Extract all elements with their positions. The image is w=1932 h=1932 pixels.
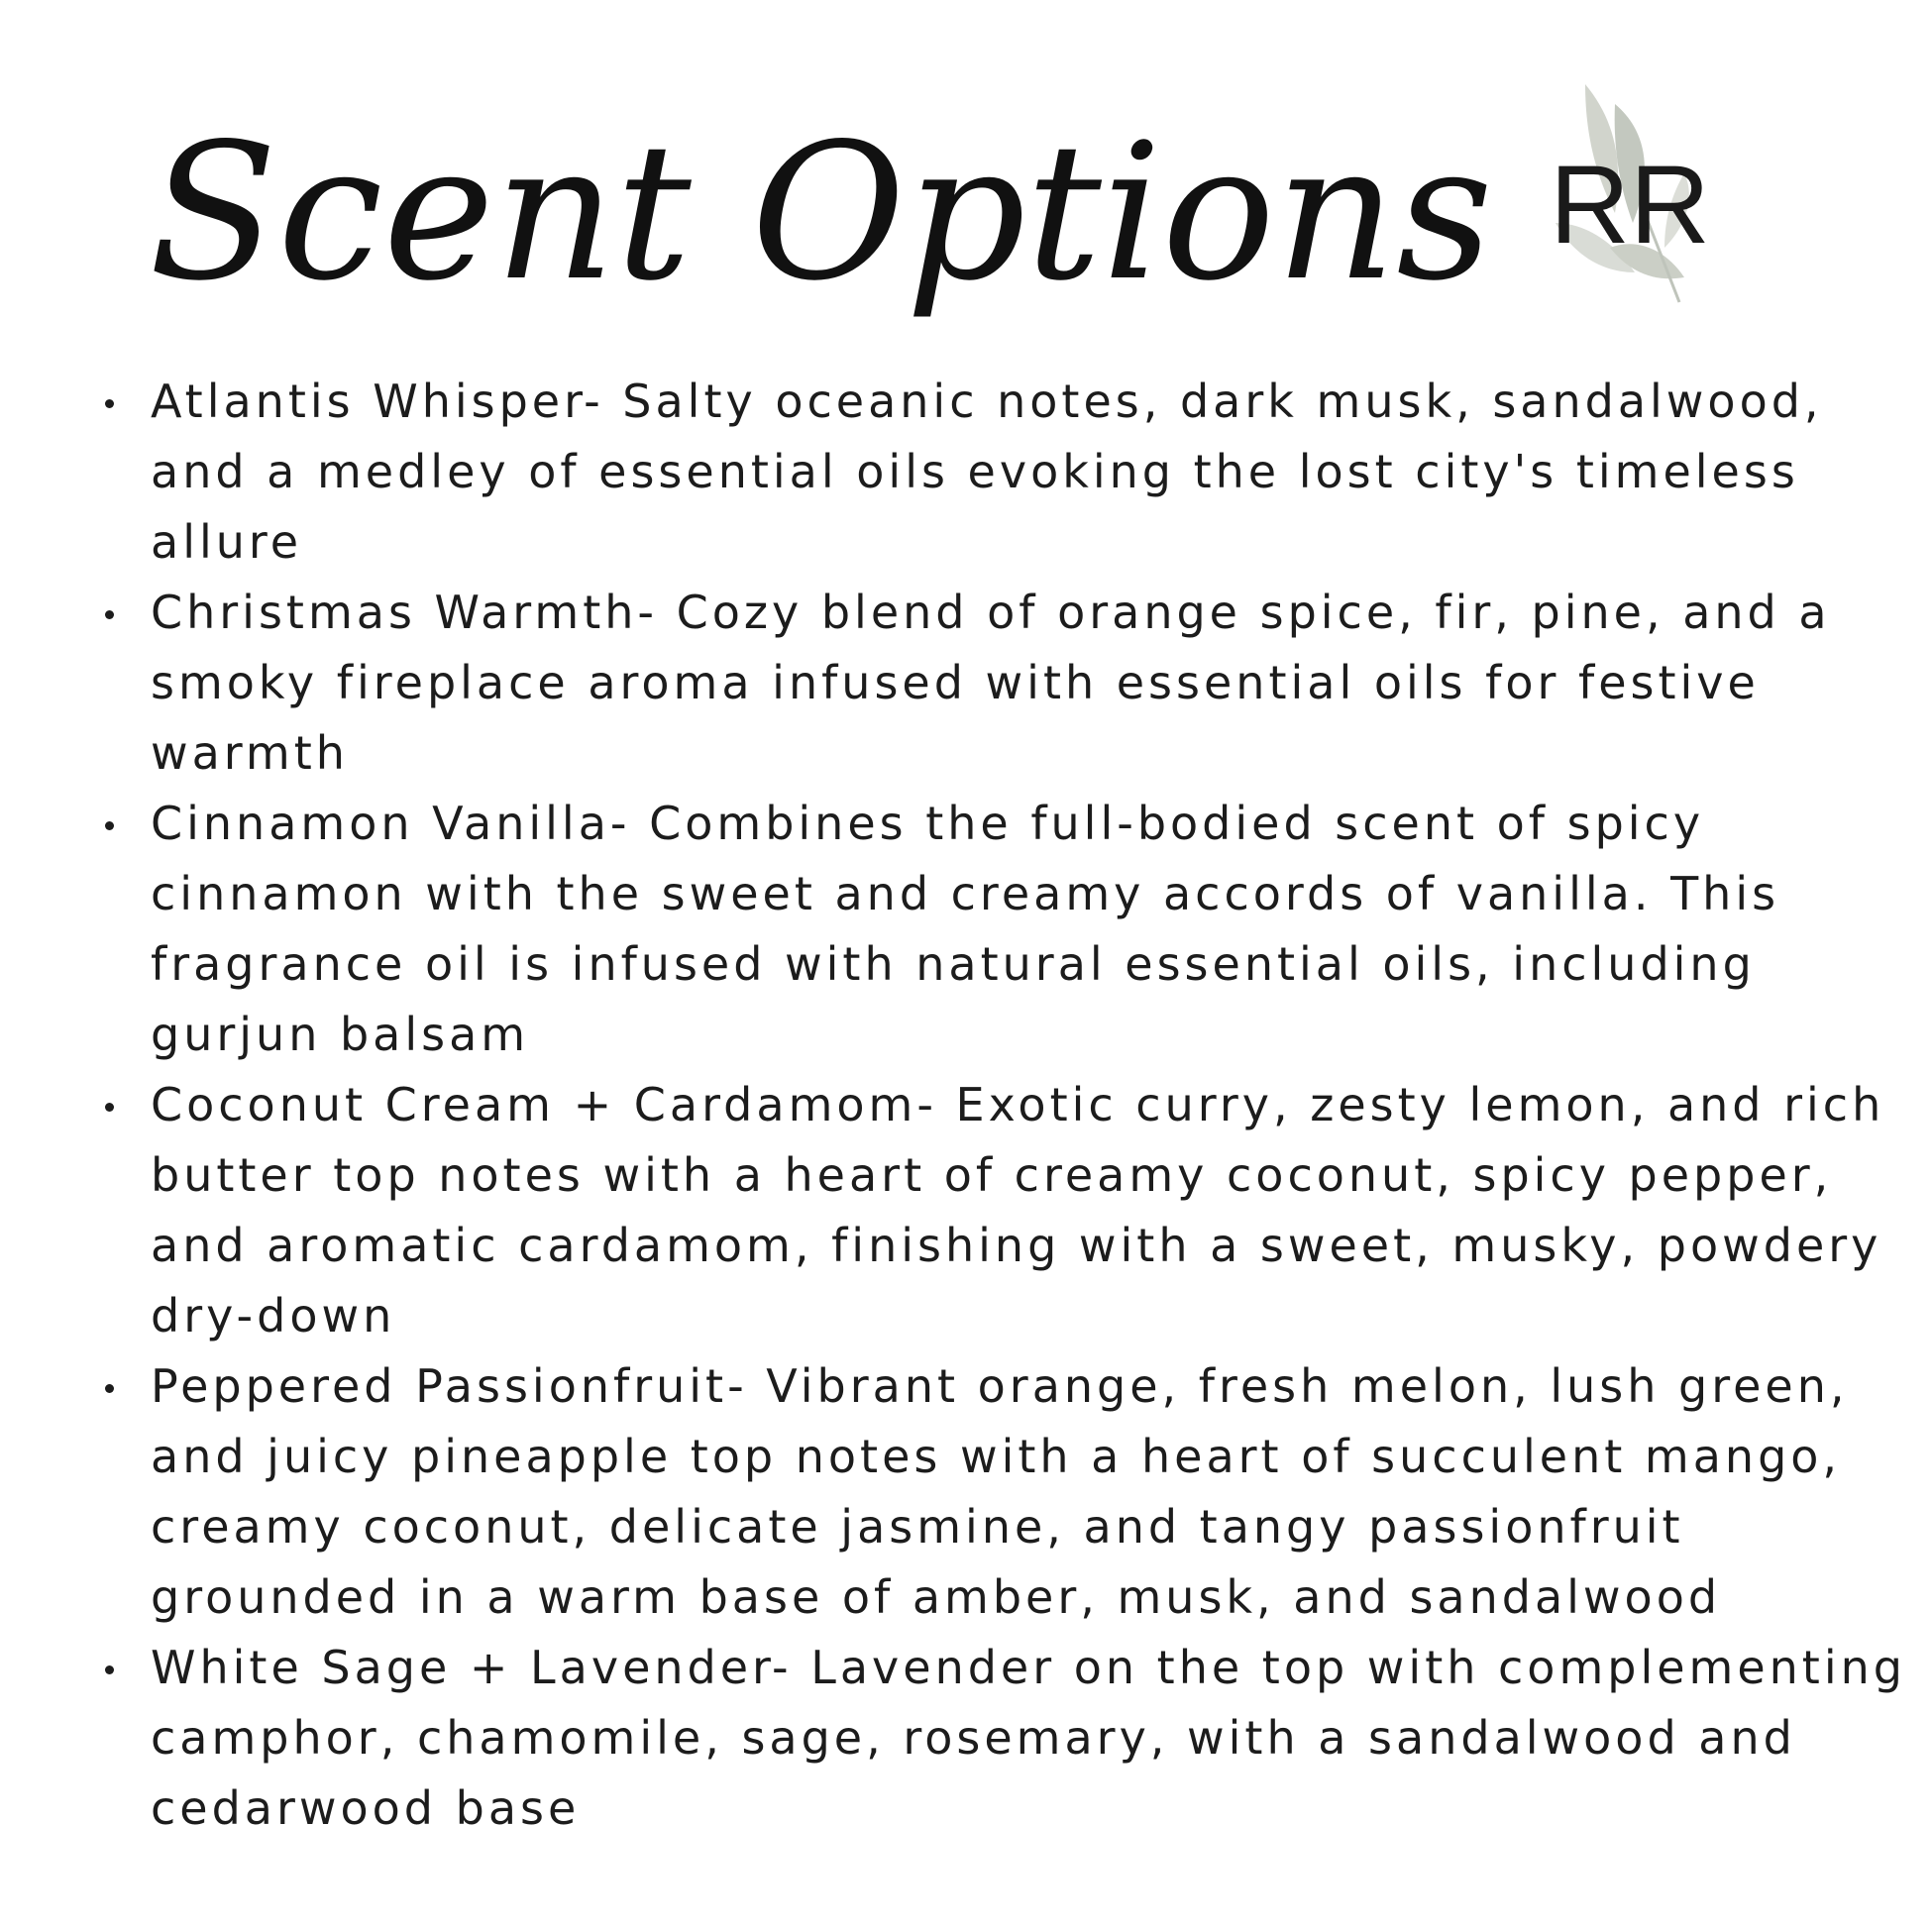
scent-item-peppered-passionfruit: Peppered Passionfruit- Vibrant orange, fresh melon, lush green, and juicy pineapple top notes with a heart of succulent mango, creamy coconut, delicate jasmine, and tangy passionfruit grounded in a warm base of amber, musk, and sandalwood [99, 1351, 1922, 1633]
scent-item-coconut-cream-cardamom: Coconut Cream + Cardamom- Exotic curry, zesty lemon, and rich butter top notes with a heart of creamy coconut, spicy pepper, and aromatic cardamom, finishing with a sweet, musky, powdery dry-down [99, 1070, 1922, 1351]
scent-list [99, 367, 1922, 1844]
scent-item-atlantis-whisper: Atlantis Whisper- Salty oceanic notes, dark musk, sandalwood, and a medley of essential oils evoking the lost city's timeless allure [99, 367, 1922, 578]
title-script [149, 69, 1493, 337]
scent-item-white-sage-lavender: White Sage + Lavender- Lavender on the top with complementing camphor, chamomile, sage, rosemary, with a sandalwood and cedarwood base [99, 1633, 1922, 1844]
scent-item-christmas-warmth: Christmas Warmth- Cozy blend of orange spice, fir, pine, and a smoky fireplace aroma infused with essential oils for festive warmth [99, 578, 1922, 789]
brand-logo [1516, 74, 1744, 312]
title-text: Scent Options [149, 103, 1493, 322]
page-title [149, 69, 1493, 337]
leaf-sprig-icon [1516, 74, 1744, 312]
scent-item-cinnamon-vanilla: Cinnamon Vanilla- Combines the full-bodied scent of spicy cinnamon with the sweet and creamy accords of vanilla. This fragrance oil is infused with natural essential oils, including gurjun balsam [99, 789, 1922, 1070]
logo-monogram: RR [1550, 143, 1710, 267]
